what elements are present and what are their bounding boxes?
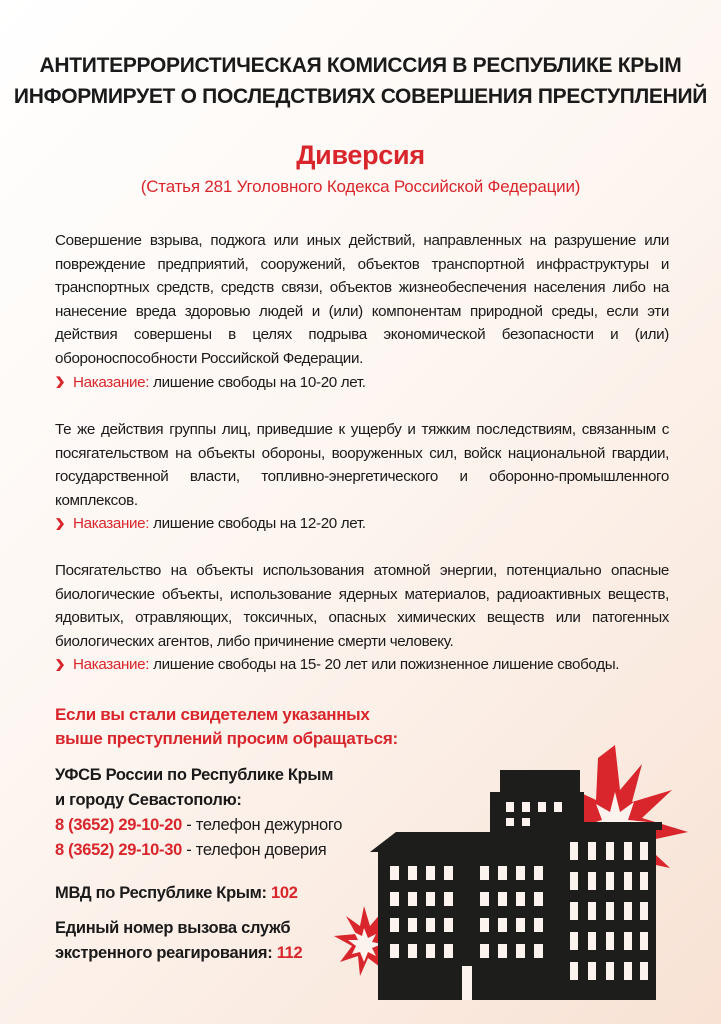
punishment-text: лишение свободы на 15- 20 лет или пожизненное лишение свободы. <box>153 656 620 674</box>
chevron-right-icon <box>56 376 64 388</box>
punishment-text: лишение свободы на 12-20 лет. <box>153 515 366 533</box>
punishment-label: Наказание: <box>73 373 150 391</box>
mvd-label: МВД по Республике Крым: <box>55 884 272 902</box>
chevron-right-icon <box>56 659 64 671</box>
header-line-2: ИНФОРМИРУЕТ О ПОСЛЕДСТВИЯХ СОВЕРШЕНИЯ ПРЕСТУПЛЕНИЙ <box>13 85 708 108</box>
chevron-right-icon <box>56 518 64 530</box>
section-1 <box>55 229 669 394</box>
section-1-punishment <box>55 371 669 395</box>
section-2 <box>55 418 669 536</box>
section-2-punishment <box>55 512 669 536</box>
section-2-text: Те же действия группы лиц, приведшие к ущербу и тяжким последствиям, связанным с посягательством на объекты обороны, вооруженных сил, войск национальной гвардии, государственной власти, топливно-энергетического и оборонно-промышленного комплексов. <box>55 421 669 509</box>
phone-duty-label: - телефон дежурного <box>182 816 343 834</box>
page-title: Диверсия <box>296 140 425 170</box>
punishment-text: лишение свободы на 10-20 лет. <box>153 373 366 391</box>
phone-duty-number[interactable]: 8 (3652) 29-10-20 <box>55 816 182 834</box>
phone-trust-number[interactable]: 8 (3652) 29-10-30 <box>55 841 182 859</box>
phone-trust-label: - телефон доверия <box>182 841 327 859</box>
section-3 <box>55 559 669 677</box>
punishment-label: Наказание: <box>73 656 150 674</box>
fsb-line-1: УФСБ России по Республике Крым <box>55 766 334 784</box>
emergency-label: экстренного реагирования: <box>55 944 277 962</box>
contacts-intro-line-2: выше преступлений просим обращаться: <box>55 729 398 748</box>
punishment-label: Наказание: <box>73 515 150 533</box>
page-subtitle: (Статья 281 Уголовного Кодекса Российской Федерации) <box>140 177 581 196</box>
mvd-number[interactable]: 102 <box>271 884 298 902</box>
section-3-punishment <box>55 653 669 677</box>
section-1-text: Совершение взрыва, поджога или иных действий, направленных на разрушение или повреждение предприятий, сооружений, объектов транспортной инфраструктуры и транспортных средств, средств связи, объектов жизнеобеспечения населения либо на нанесение вреда здоровью людей и (или) компонентам природной среды, если эти действия совершены в целях подрыва экономической безопасности и (или) обороноспособности Российской Федерации. <box>55 232 669 367</box>
contacts-intro-line-1: Если вы стали свидетелем указанных <box>55 705 370 724</box>
explosion-building-illustration <box>320 730 700 1010</box>
emergency-number[interactable]: 112 <box>276 944 303 962</box>
section-3-text: Посягательство на объекты использования атомной энергии, потенциально опасные биологические объекты, использование ядерных материалов, радиоактивных веществ, ядовитых, отравляющих, токсичных, опасных химических веществ или патогенных биологических агентов, либо причинение смерти человеку. <box>55 562 669 650</box>
header-line-1: АНТИТЕРРОРИСТИЧЕСКАЯ КОМИССИЯ В РЕСПУБЛИКЕ КРЫМ <box>39 54 682 77</box>
header <box>0 50 721 112</box>
emergency-line-1: Единый номер вызова служб <box>55 919 291 937</box>
fsb-line-2: и городу Севастополю: <box>55 791 242 809</box>
